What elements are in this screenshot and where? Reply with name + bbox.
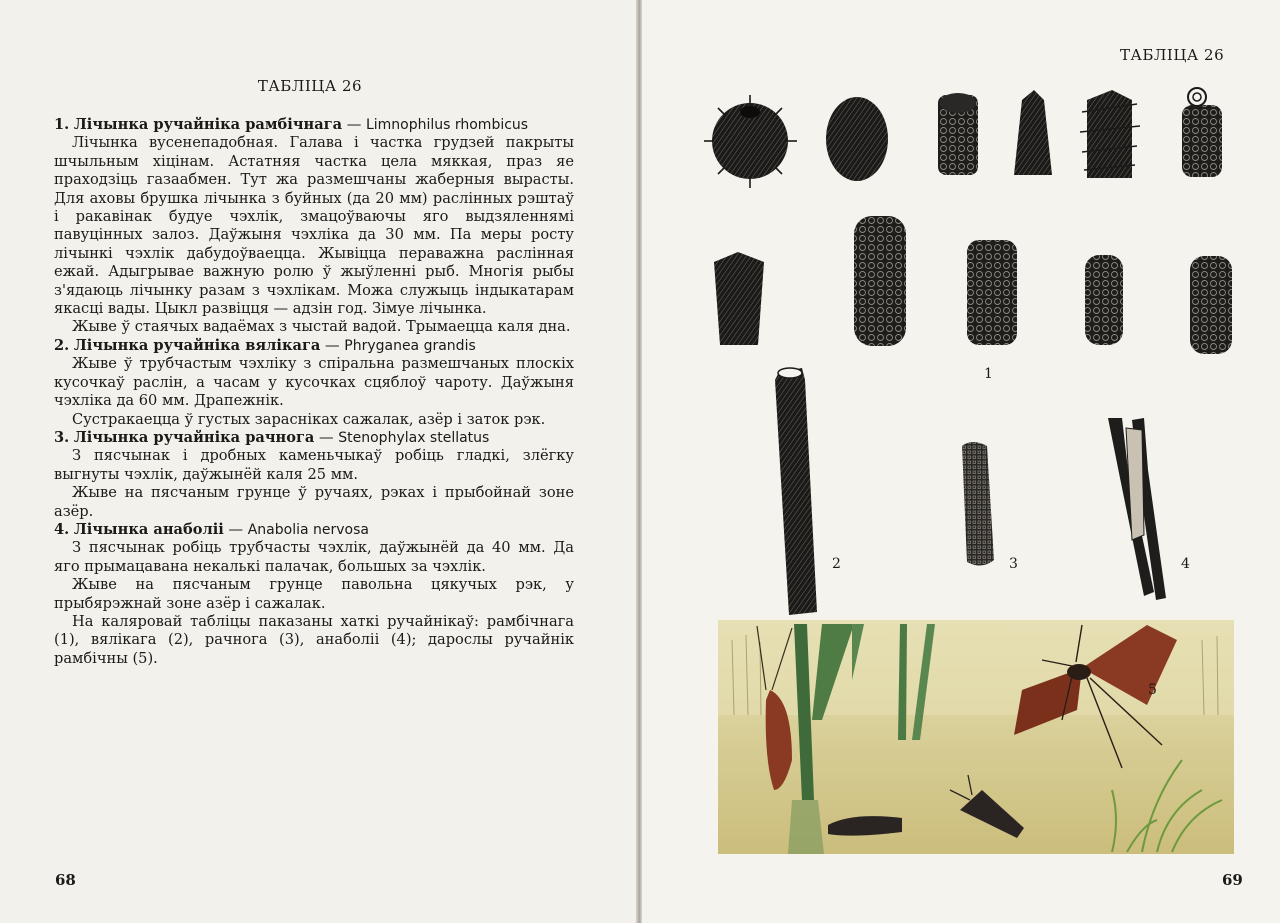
- entry-latin-name: Phryganea grandis: [344, 337, 476, 354]
- closing-paragraph: На каляровай табліцы паказаны хаткі ручайнікаў: рамбічнага (1), вялікага (2), рачнога (3), анаболіі (4); дарослы ручайнік рамбічны (5).: [54, 612, 574, 667]
- entry-paragraph: Жыве на пясчаным грунце ў ручаях, рэках і прыбойнай зоне азёр.: [54, 484, 574, 520]
- table-title: ТАБЛІЦА 26: [1120, 46, 1225, 64]
- case-stenophylax: [962, 442, 994, 566]
- entry-dash: —: [319, 428, 334, 446]
- entry-dash: —: [346, 116, 362, 133]
- figure-label-5: 5: [1148, 682, 1157, 698]
- entry-paragraph: З пясчынак робіць трубчасты чэхлік, даўжынёй да 40 мм. Да яго прымацавана некалькі палачак, большых за чэхлік.: [54, 539, 574, 575]
- entry-number: 3.: [54, 428, 70, 446]
- case-shell-tall: [967, 240, 1017, 345]
- entry-paragraph: Жыве ў стаячых вадаёмах з чыстай вадой. Трымаецца каля дна.: [72, 318, 571, 336]
- entry-paragraph: Жыве ў трубчастым чэхліку з спіральна размешчаных плоскіх кусочкаў раслін, а часам у кусочках сцяблоў чароту. Даўжыня чэхліка да 60 мм. Драпежнік.: [54, 355, 574, 410]
- figure-label-3: 3: [1009, 556, 1018, 572]
- figure-label-1: 1: [984, 366, 993, 382]
- case-anabolia: [1108, 418, 1166, 600]
- color-plate: [718, 620, 1234, 854]
- case-needle-bundle: [1080, 90, 1140, 178]
- case-reed-bundle: [1014, 90, 1052, 175]
- case-straw-bundle: [714, 252, 764, 345]
- case-spiny-ball: [704, 95, 797, 188]
- entry-paragraph: Сустракаецца ў густых зарасніках сажалак, азёр і заток рэк.: [72, 410, 546, 428]
- entry-name: Лічынка анаболіі: [73, 520, 224, 538]
- entry-name: Лічынка ручайніка вялікага: [73, 336, 321, 354]
- entry-paragraph: З пясчынак і дробных каменьчыкаў робіць гладкі, злёгку выгнуты чэхлік, даўжынёй каля 25 мм.: [54, 447, 574, 483]
- entry-heading: [54, 337, 574, 355]
- species-text: [54, 116, 574, 668]
- caddisfly-illustration: [642, 0, 1280, 923]
- figure-label-2: 2: [832, 556, 841, 572]
- case-snail-column: [1085, 255, 1123, 345]
- case-phryganea-tube: [775, 368, 817, 615]
- case-shell-column: [938, 93, 978, 175]
- entry-number: 2.: [54, 336, 70, 354]
- entry-heading: [54, 429, 574, 447]
- entry-latin-name: Limnophilus rhombicus: [365, 117, 529, 133]
- entry-paragraph: Лічынка вусенепадобная. Галава і частка грудзей пакрыты шчыльным хіцінам. Астатняя частка цела мяккая, праз яе праходзіць газаабмен. Тут жа размешчаны жаберныя вырасты. Для аховы брушка лічынка з буйных (да 20 мм) раслінных рэштаў і ракавінак будуе чэхлік, змацоўваючы яго выдзяленнямі павуцінных залоз. Даўжыня чэхліка да 30 мм. Па меры росту лічынкі чэхлік дабудоўваецца. Жывіцца пераважна раслінная ежай. Адыгрывае важную ролю ў жыўленні рыб. Многія рыбы з'ядаюць лічынку разам з чэхлікам. Можа служыць індыкатарам якасці вады. Цыкл развіцця — адзін год. Зімуе лічынка.: [54, 134, 574, 318]
- entry-number: 1.: [54, 116, 70, 133]
- page-number: 69: [1222, 871, 1243, 889]
- case-pebble-column: [854, 216, 906, 346]
- entry-name: Лічынка ручайніка рачнога: [73, 428, 315, 446]
- entry-latin-name: Stenophylax stellatus: [338, 429, 490, 446]
- case-snail-slim: [1190, 256, 1232, 354]
- page-number: 68: [55, 871, 76, 889]
- entry-name: Лічынка ручайніка рамбічнага: [73, 116, 343, 133]
- entry-paragraph: Жыве на пясчаным грунце павольна цякучых рэк, у прыбярэжнай зоне азёр і сажалак.: [54, 576, 574, 612]
- entry-dash: —: [325, 336, 340, 354]
- right-page: [642, 0, 1280, 923]
- entry-latin-name: Anabolia nervosa: [247, 521, 369, 538]
- page-title: ТАБЛІЦА 26: [257, 77, 363, 95]
- entry-heading: [54, 116, 574, 134]
- entry-number: 4.: [54, 520, 70, 538]
- figure-label-4: 4: [1181, 556, 1190, 572]
- case-shell-top: [1182, 88, 1222, 177]
- entry-heading: [54, 521, 574, 539]
- entry-dash: —: [228, 520, 244, 538]
- case-spiny-oval: [826, 97, 888, 181]
